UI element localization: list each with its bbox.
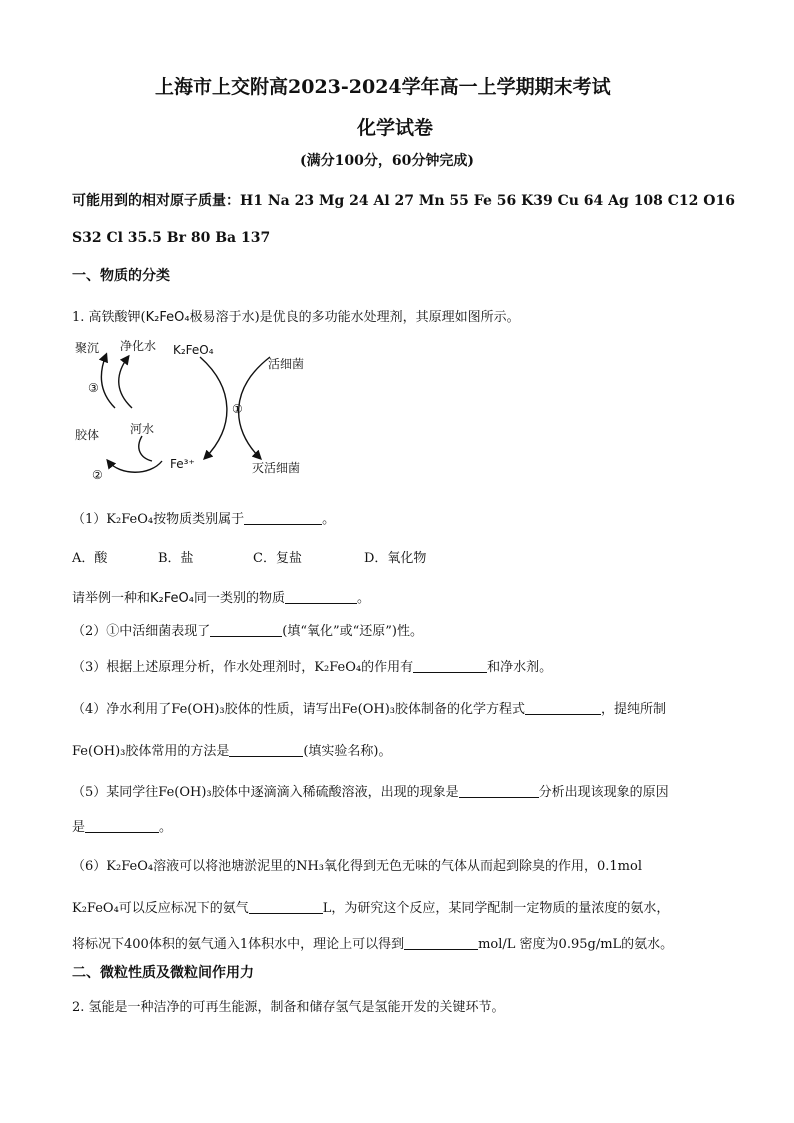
q1-part-3 [72,656,552,675]
exam-title: 上海市上交附高2023-2024学年高一上学期期末考试 [155,76,611,98]
atomic-mass-prefix: 可能用到的相对原子质量： [72,193,240,209]
arrow-to-colloid [108,461,162,472]
label-fe3: Fe³⁺ [170,457,195,471]
q1-p1-text: （1）K₂FeO₄按物质类别属于 [72,512,245,527]
answer-blank-8[interactable] [85,819,159,833]
q1-p1c-b: 同一类别的物质 [193,591,285,606]
q1-p1-end: 。 [322,512,336,527]
q1-p3-b: 和净水剂。 [487,660,553,675]
label-step-3: ③ [88,381,99,395]
label-colloid: 胶体 [75,428,100,442]
q1-part-2 [72,620,423,639]
label-step-2: ② [92,468,103,482]
q1-stem-b: 极易溶于水)是优良的多功能水处理剂，其原理如图所示。 [189,310,520,325]
arrow-to-fe3 [200,357,227,458]
q1-p6-b: K₂FeO₄可以反应标况下的氨气 [72,901,249,916]
section-2-title: 二、微粒性质及微粒间作用力 [72,965,254,981]
q1-part-5-line-1 [72,781,669,800]
q1-part-1 [72,508,335,527]
option-d[interactable]: D．氧化物 [364,551,427,566]
q1-p4-d: (填实验名称)。 [303,744,392,759]
q2-stem: 2. 氢能是一种洁净的可再生能源，制备和储存氢气是氢能开发的关键环节。 [72,1000,505,1015]
label-live-bacteria: 活细菌 [268,357,305,371]
q1-p1c-a: 请举例一种和 [72,591,151,606]
label-river-water: 河水 [130,422,155,436]
q1-p1c-c: 。 [356,591,370,606]
q1-part-5-line-2 [72,816,172,835]
q1-p5-c: 是 [72,820,86,835]
label-k2feo4: K₂FeO₄ [173,343,214,357]
q1-stem-a: 1. 高铁酸钾( [72,310,146,325]
q1-p6-c: L，为研究这个反应，某同学配制一定物质的量浓度的氨水， [322,901,670,916]
answer-blank-2[interactable] [285,590,357,604]
label-precipitate: 聚沉 [75,341,100,355]
q1-part-4-line-2 [72,740,392,759]
label-clean-water: 净化水 [120,339,157,353]
q1-p4-c: Fe(OH)₃胶体常用的方法是 [72,744,230,759]
answer-blank-4[interactable] [413,659,487,673]
option-b[interactable]: B．盐 [158,551,194,566]
section-1-title: 一、物质的分类 [72,268,170,284]
q1-part-6-line-1 [72,855,642,874]
q1-p4-a: （4）净水利用了Fe(OH)₃胶体的性质，请写出Fe(OH)₃胶体制备的化学方程式 [72,702,525,717]
q1-part-1-example [72,587,370,606]
q1-options [72,547,426,566]
q1-p2-b: (填“氧化”或“还原”)性。 [282,624,424,639]
mechanism-diagram [70,333,330,483]
answer-blank-10[interactable] [404,936,478,950]
q1-p6-a: （6）K₂FeO₄溶液可以将池塘淤泥里的NH₃氧化得到无色无味的气体从而起到除臭的作用，0.1mol [72,859,642,874]
label-step-1: ① [232,402,243,416]
arrow-river [139,436,152,461]
q1-p6-e: mol/L 密度为0.95g/mL的氨水。 [478,937,674,952]
arrow-to-dead-bacteria [239,357,270,458]
option-a[interactable]: A．酸 [72,551,108,566]
label-dead-bacteria: 灭活细菌 [252,461,301,475]
q1-p5-a: （5）某同学往Fe(OH)₃胶体中逐滴滴入稀硫酸溶液，出现的现象是 [72,785,459,800]
q1-part-4-line-1 [72,698,666,717]
q1-stem [72,306,520,325]
q1-p6-d: 将标况下400体积的氨气通入1体积水中，理论上可以得到 [72,937,405,952]
q1-p5-d: 。 [159,820,173,835]
atomic-mass-values-1: H1 Na 23 Mg 24 Al 27 Mn 55 Fe 56 K39 Cu 64 Ag 108 C12 O16 [240,193,735,209]
atomic-mass-line-1 [72,190,735,210]
q1-part-6-line-2 [72,897,669,916]
answer-blank-9[interactable] [249,900,323,914]
arrow-to-precipitate [101,355,115,408]
q1-p2-a: （2）①中活细菌表现了 [72,624,211,639]
answer-blank-6[interactable] [229,743,303,757]
q1-p4-b: ，提纯所制 [600,702,666,717]
answer-blank-5[interactable] [525,701,601,715]
q1-p1c-formula: K₂FeO₄ [150,591,194,606]
score-note: (满分100分，60分钟完成) [300,153,474,169]
subject-title: 化学试卷 [357,117,434,139]
answer-blank-1[interactable] [244,511,322,525]
atomic-mass-line-2: S32 Cl 35.5 Br 80 Ba 137 [72,230,271,246]
answer-blank-7[interactable] [459,784,539,798]
q1-part-6-line-3 [72,933,673,952]
arrow-to-clean-water [119,357,132,408]
q1-p5-b: 分析出现该现象的原因 [538,785,669,800]
q1-stem-formula: K₂FeO₄ [145,310,190,325]
option-c[interactable]: C．复盐 [253,551,302,566]
answer-blank-3[interactable] [210,623,282,637]
q1-p3-a: （3）根据上述原理分析，作水处理剂时，K₂FeO₄的作用有 [72,660,414,675]
